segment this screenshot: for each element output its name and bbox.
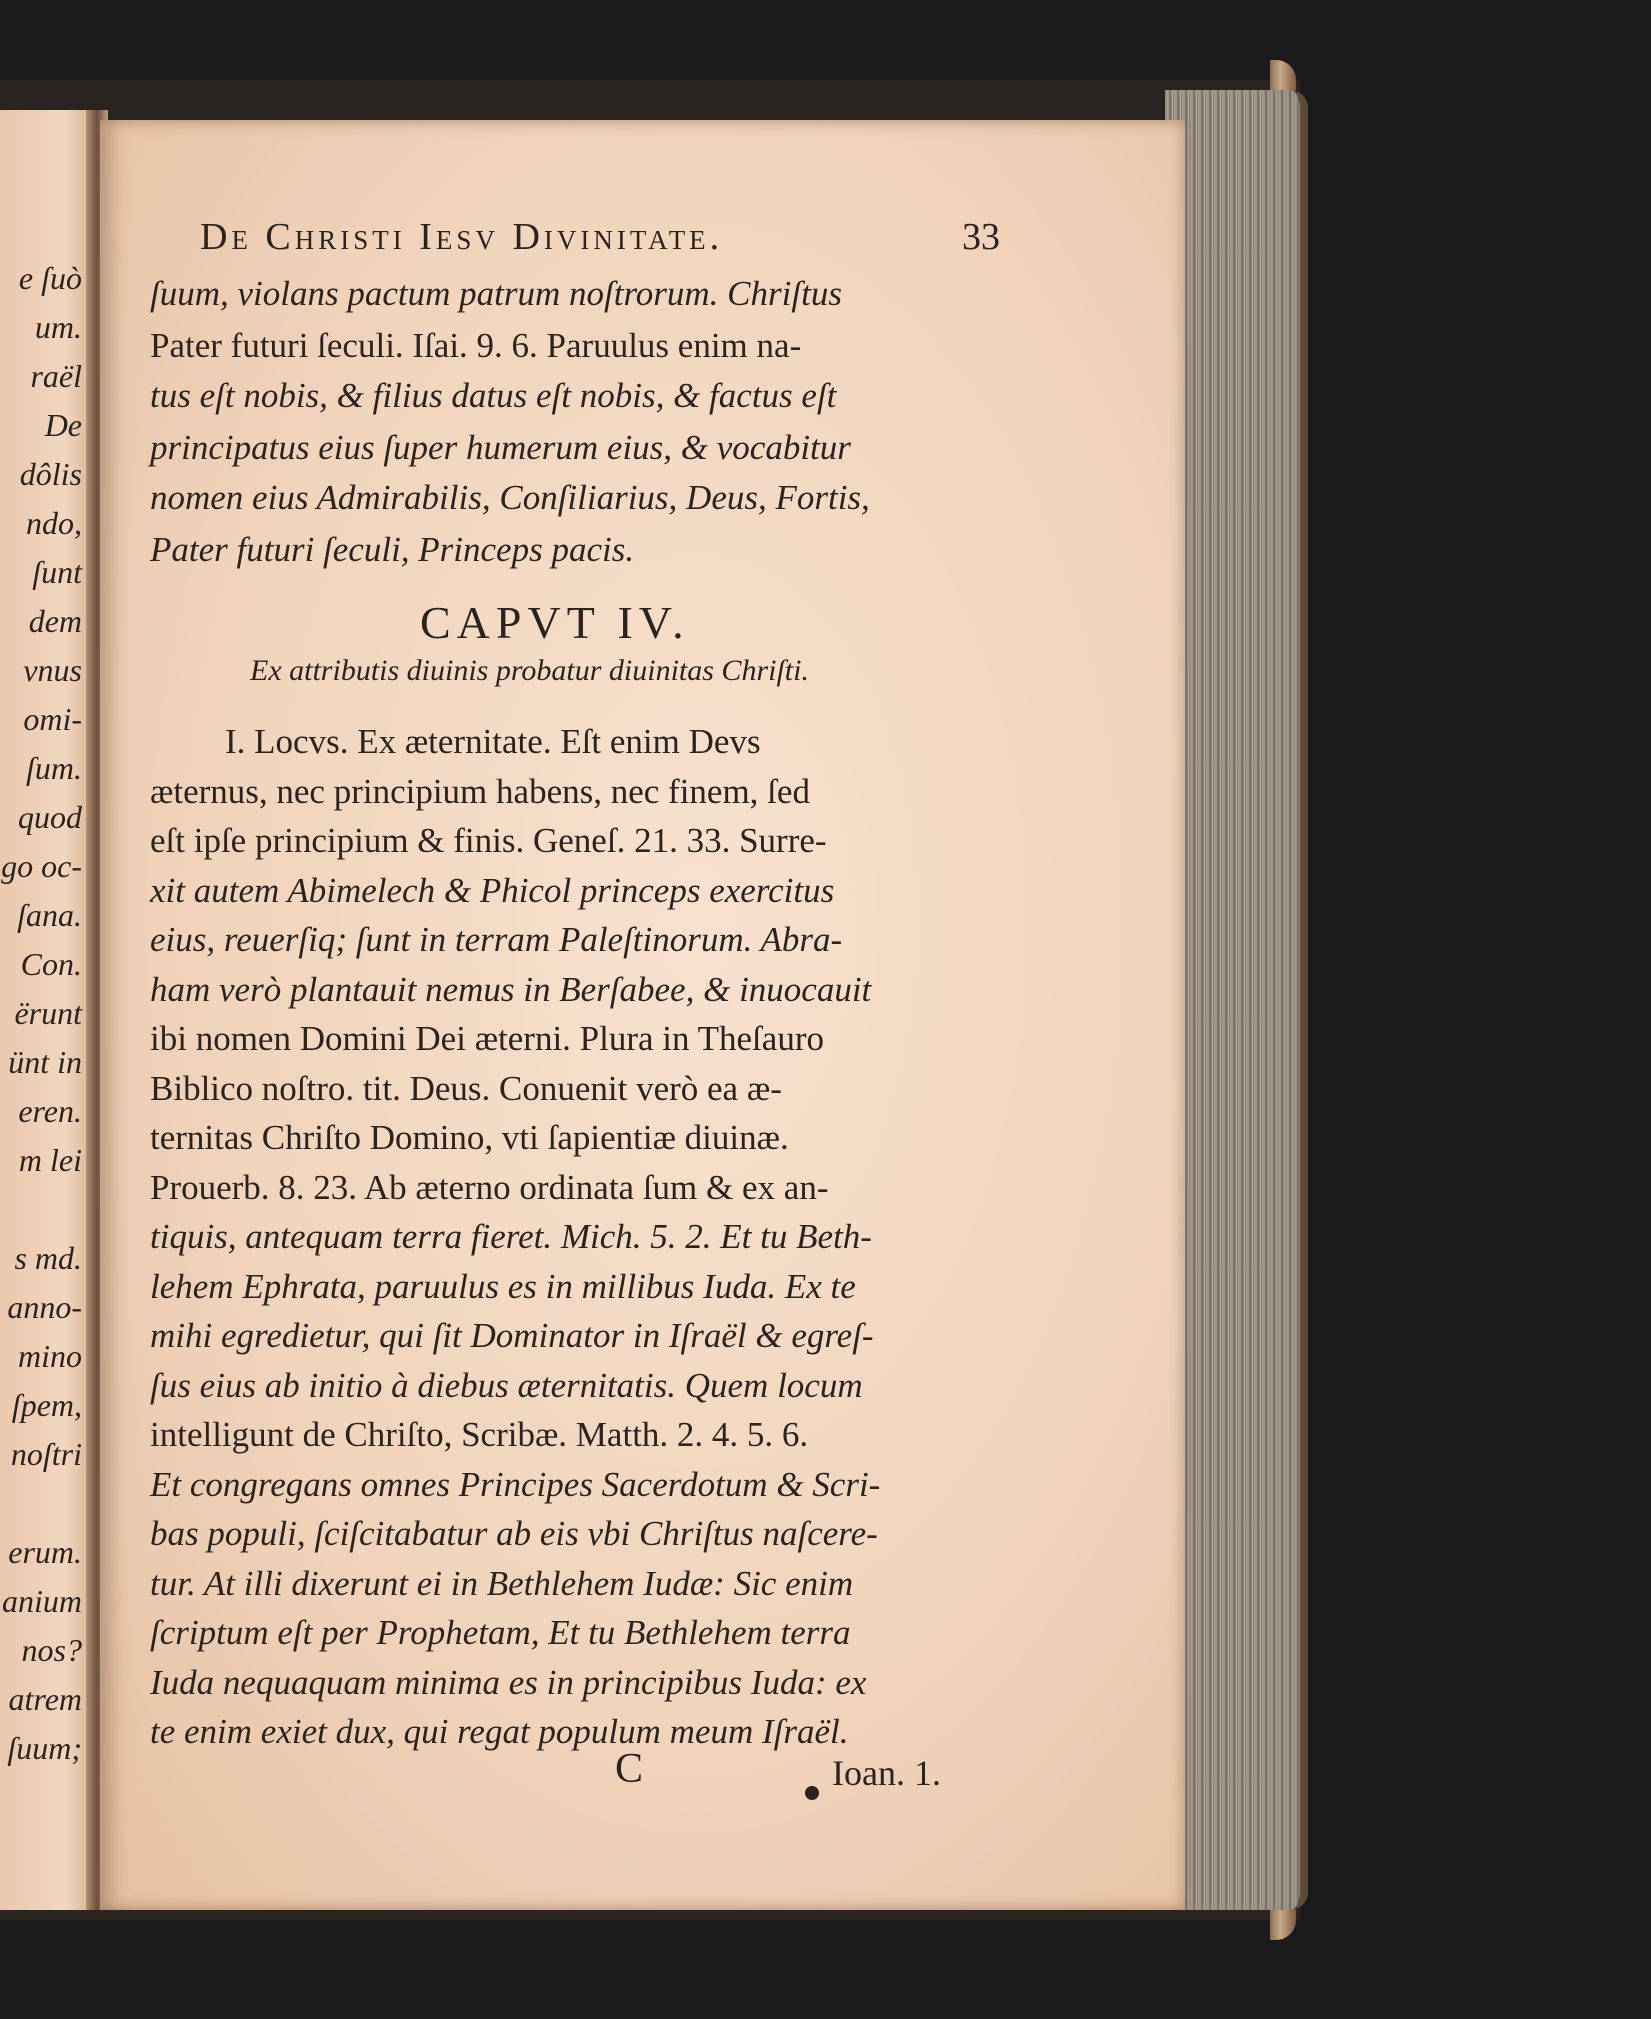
text-line: te enim exiet dux, qui regat populum meum Iſraël. <box>150 1712 849 1751</box>
text-line: tus eſt nobis, & filius datus eſt nobis, & factus eſt <box>150 376 837 415</box>
left-page-fragment: Con. <box>20 946 82 982</box>
left-page-fragment: um. <box>34 309 82 345</box>
text-line: ibi nomen Domini Dei æterni. Plura in Theſauro <box>150 1019 824 1058</box>
text-line: Prouerb. 8. 23. Ab æterno ordinata ſum & ex an- <box>150 1168 829 1207</box>
page-fore-edge <box>1165 90 1308 1910</box>
left-page-fragment: go oc- <box>1 848 82 884</box>
left-page-fragment: m lei <box>18 1142 82 1178</box>
text-line: eſt ipſe principium & finis. Geneſ. 21. 33. Surre- <box>150 821 827 860</box>
text-line: tur. At illi dixerunt ei in Bethlehem Iudæ: Sic enim <box>150 1564 854 1603</box>
left-page-fragment: atrem <box>8 1681 82 1717</box>
left-page-fragment: vnus <box>23 652 82 688</box>
text-line: æternus, nec principium habens, nec finem, ſed <box>150 772 810 811</box>
page-number: 33 <box>962 216 1000 258</box>
text-line: tiquis, antequam terra fieret. Mich. 5. 2. Et tu Beth- <box>150 1217 872 1256</box>
left-page-fragment: noſtri <box>10 1436 82 1472</box>
text-line: mihi egredietur, qui ſit Dominator in Iſraël & egreſ- <box>150 1316 874 1355</box>
running-header <box>200 215 1000 259</box>
text-line: ſcriptum eſt per Prophetam, Et tu Bethlehem terra <box>150 1613 851 1652</box>
left-page-fragment: raël <box>30 358 82 394</box>
left-page-fragment: s md. <box>14 1240 82 1276</box>
left-page-fragment: ſum. <box>26 750 82 786</box>
left-page-fragment: anno- <box>7 1289 82 1325</box>
left-page-fragment: anium <box>2 1583 82 1619</box>
text-line: xit autem Abimelech & Phicol princeps exercitus <box>150 871 835 910</box>
left-page-fragment: nos? <box>21 1632 82 1668</box>
text-line: ſuum, violans pactum patrum noſtrorum. Chriſtus <box>150 274 842 313</box>
left-page-fragment: quod <box>18 799 82 835</box>
text-line: ham verò plantauit nemus in Berſabee, & inuocauit <box>150 970 872 1009</box>
left-page-fragment: ſunt <box>32 554 82 590</box>
running-title: De Christi Iesv Divinitate. <box>200 216 724 258</box>
text-line: nomen eius Admirabilis, Conſiliarius, Deus, Fortis, <box>150 478 870 517</box>
left-page-fragment: erum. <box>8 1534 82 1570</box>
left-page-fragment: ſuum; <box>7 1730 82 1766</box>
text-line: Biblico noſtro. tit. Deus. Conuenit verò ea æ- <box>150 1069 782 1108</box>
left-page-fragment: omi- <box>23 701 82 737</box>
left-page-fragment: dôlis <box>19 456 82 492</box>
text-line: Pater futuri ſeculi. Iſai. 9. 6. Paruulus enim na- <box>150 326 802 365</box>
text-line: Pater futuri ſeculi, Princeps pacis. <box>150 530 635 569</box>
text-line: Et congregans omnes Principes Sacerdotum & Scri- <box>150 1465 881 1504</box>
text-line: principatus eius ſuper humerum eius, & vocabitur <box>150 428 851 467</box>
left-page-fragment: dem <box>28 603 82 639</box>
text-line: lehem Ephrata, paruulus es in millibus Iuda. Ex te <box>150 1267 856 1306</box>
left-page-fragment: ſana. <box>17 897 82 933</box>
text-line: Iuda nequaquam minima es in principibus Iuda: ex <box>150 1663 867 1702</box>
ink-dot <box>805 1786 819 1800</box>
chapter-title: CAPVT IV. <box>420 597 690 648</box>
left-page-fragment: ndo, <box>26 505 82 541</box>
text-line: eius, reuerſiq; ſunt in terram Paleſtinorum. Abra- <box>150 920 843 959</box>
left-page-fragment: ſpem, <box>11 1387 82 1423</box>
left-page-fragment: mino <box>18 1338 82 1374</box>
left-page-fragment: ünt in <box>8 1044 82 1080</box>
text-line: bas populi, ſciſcitabatur ab eis vbi Chriſtus naſcere- <box>150 1514 878 1553</box>
text-line: intelligunt de Chriſto, Scribæ. Matth. 2. 4. 5. 6. <box>150 1415 809 1454</box>
text-line: ternitas Chriſto Domino, vti ſapientiæ diuinæ. <box>150 1118 789 1157</box>
left-page-fragment: De <box>44 407 82 443</box>
signature-mark: C <box>615 1746 644 1792</box>
text-line: I. Locvs. Ex æternitate. Eſt enim Devs <box>225 722 761 761</box>
catchword: Ioan. 1. <box>832 1753 941 1793</box>
left-page-fragment: e ſuò <box>18 260 82 296</box>
text-line: ſus eius ab initio à diebus æternitatis. Quem locum <box>150 1366 863 1405</box>
left-page-fragment: eren. <box>18 1093 82 1129</box>
left-page-fragment: ërunt <box>14 995 82 1031</box>
chapter-subtitle: Ex attributis diuinis probatur diuinitas Chriſti. <box>250 654 809 687</box>
